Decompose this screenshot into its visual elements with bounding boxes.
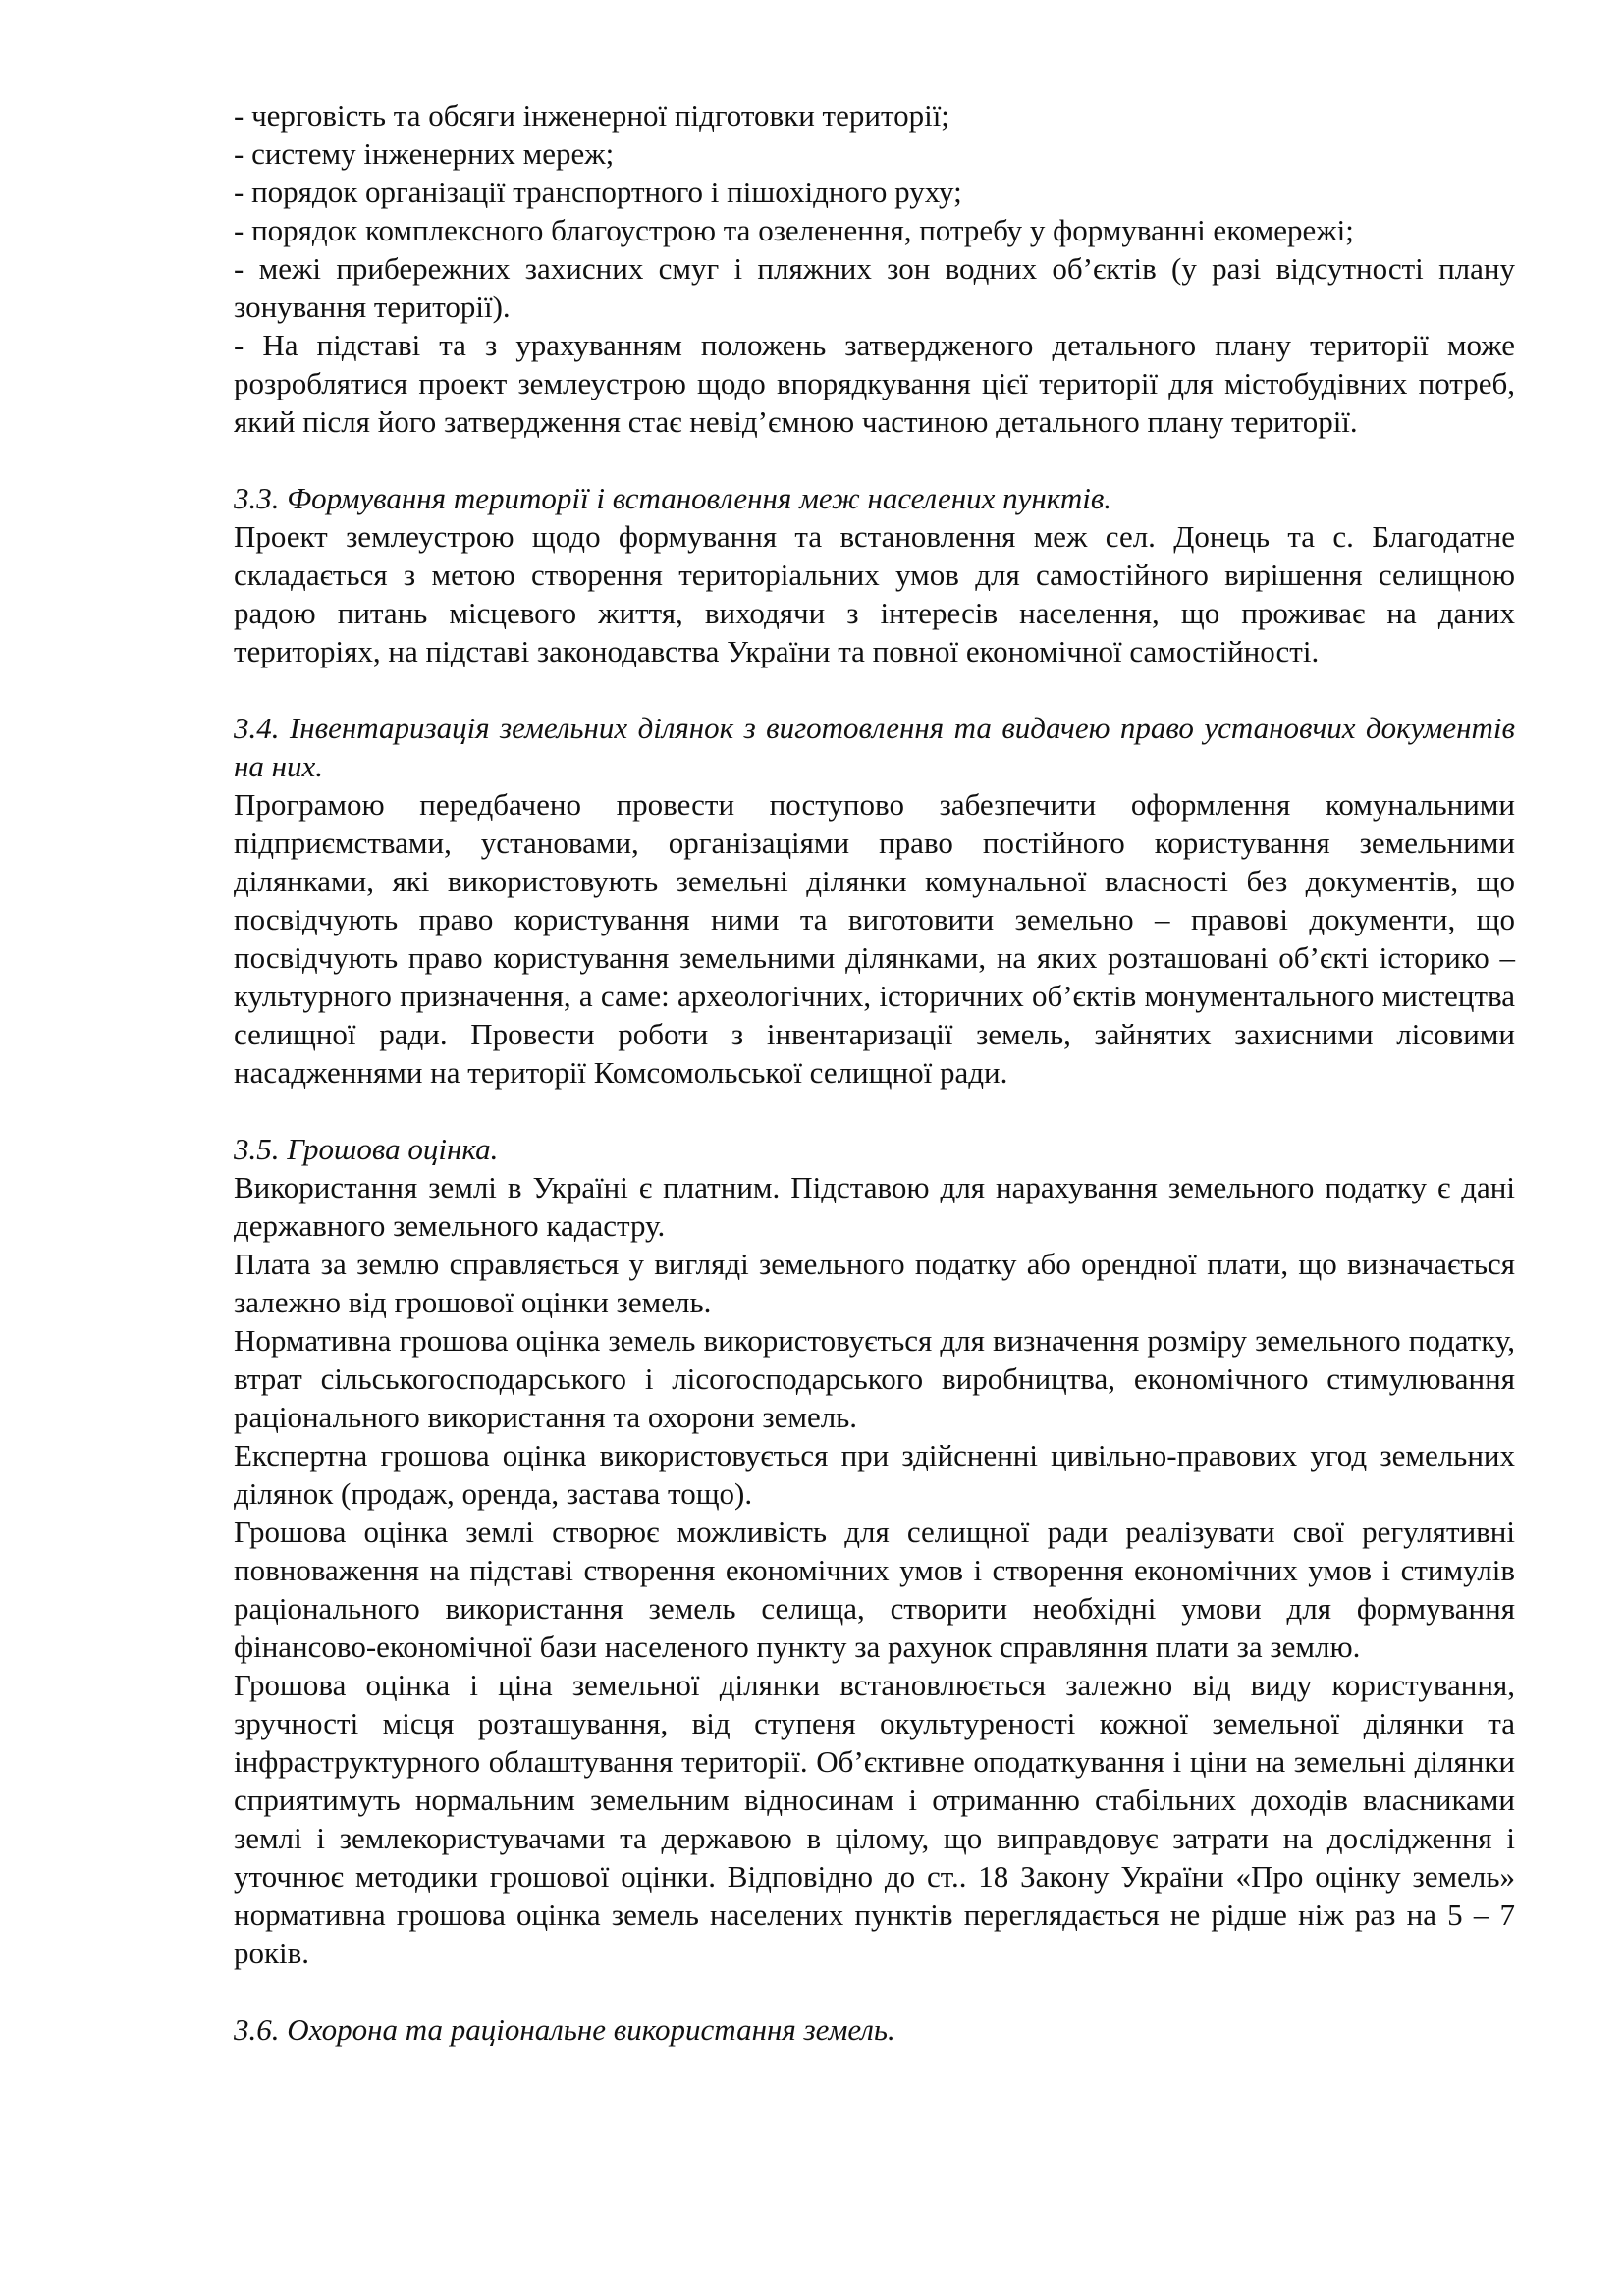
section-heading-3-3: 3.3. Формування території і встановлення меж населених пунктів. (234, 481, 1112, 515)
intro-item: - систему інженерних мереж; (234, 136, 615, 171)
section-paragraph: Плата за землю справляється у вигляді земельного податку або орендної плати, що визначається залежно від грошової оцінки земель. (234, 1247, 1515, 1319)
intro-item: - порядок організації транспортного і пішохідного руху; (234, 175, 962, 209)
paragraph-spacer (234, 670, 1515, 709)
paragraph-spacer (234, 1092, 1515, 1130)
paragraph-spacer (234, 441, 1515, 479)
section-heading-3-6: 3.6. Охорона та раціональне використання земель. (234, 2012, 895, 2047)
intro-item: - порядок комплексного благоустрою та озеленення, потребу у формуванні екомережі; (234, 213, 1354, 247)
section-paragraph: Грошова оцінка землі створює можливість для селищної ради реалізувати свої регулятивні повноваження на підставі створення економічних умов і створення економічних умов і стимулів раціонального використання земель селища, створити необхідні умови для формування фінансово-економічної бази населеного пункту за рахунок справляння плати за землю. (234, 1515, 1515, 1664)
section-paragraph: Проект землеустрою щодо формування та встановлення меж сел. Донець та с. Благодатне складається з метою створення територіальних умов для самостійного вирішення селищною радою питань місцевого життя, виходячи з інтересів населення, що проживає на даних територіях, на підставі законодавства України та повної економічної самостійності. (234, 519, 1515, 668)
paragraph-spacer (234, 1972, 1515, 2010)
section-paragraph: Експертна грошова оцінка використовується при здійсненні цивільно-правових угод земельних ділянок (продаж, оренда, застава тощо). (234, 1438, 1515, 1511)
section-paragraph: Програмою передбачено провести поступово забезпечити оформлення комунальними підприємствами, установами, організаціями право постійного користування земельними ділянками, які використовують земельні ділянки комунальної власності без документів, що посвідчують право користування ними та виготовити земельно – правові документи, що посвідчують право користування земельними ділянками, на яких розташовані об’єкті історико – культурного призначення, а саме: археологічних, історичних об’єктів монументального мистецтва селищної ради. Провести роботи з інвентаризації земель, зайнятих захисними лісовими насадженнями на території Комсомольської селищної ради. (234, 787, 1515, 1090)
section-paragraph: Використання землі в Україні є платним. Підставою для нарахування земельного податку є дані державного земельного кадастру. (234, 1170, 1515, 1243)
intro-item: - черговість та обсяги інженерної підготовки території; (234, 98, 949, 133)
section-paragraph: Грошова оцінка і ціна земельної ділянки встановлюється залежно від виду користування, зручності місця розташування, від ступеня окультуреності кожної земельної ділянки та інфраструктурного облаштування території. Об’єктивне оподаткування і ціни на земельні ділянки сприятимуть нормальним земельним відносинам і отриманню стабільних доходів власниками землі і землекористувачами та державою в цілому, що виправдовує затрати на дослідження і уточнює методики грошової оцінки. Відповідно до ст.. 18 Закону України «Про оцінку земель» нормативна грошова оцінка земель населених пунктів переглядається не рідше ніж раз на 5 – 7 років. (234, 1668, 1515, 1970)
intro-item: - На підставі та з урахуванням положень затвердженого детального плану території може розроблятися проект землеустрою щодо впорядкування цієї території для містобудівних потреб, який після його затвердження стає невід’ємною частиною детального плану території. (234, 328, 1515, 439)
section-paragraph: Нормативна грошова оцінка земель використовується для визначення розміру земельного податку, втрат сільськогосподарського і лісогосподарського виробництва, економічного стимулювання раціонального використання та охорони земель. (234, 1323, 1515, 1434)
intro-item: - межі прибережних захисних смуг і пляжних зон водних об’єктів (у разі відсутності плану зонування території). (234, 251, 1515, 324)
section-heading-3-5: 3.5. Грошова оцінка. (234, 1132, 499, 1166)
document-page (234, 96, 1515, 2049)
section-heading-3-4: 3.4. Інвентаризація земельних ділянок з виготовлення та видачею право установчих документів на них. (234, 711, 1515, 783)
